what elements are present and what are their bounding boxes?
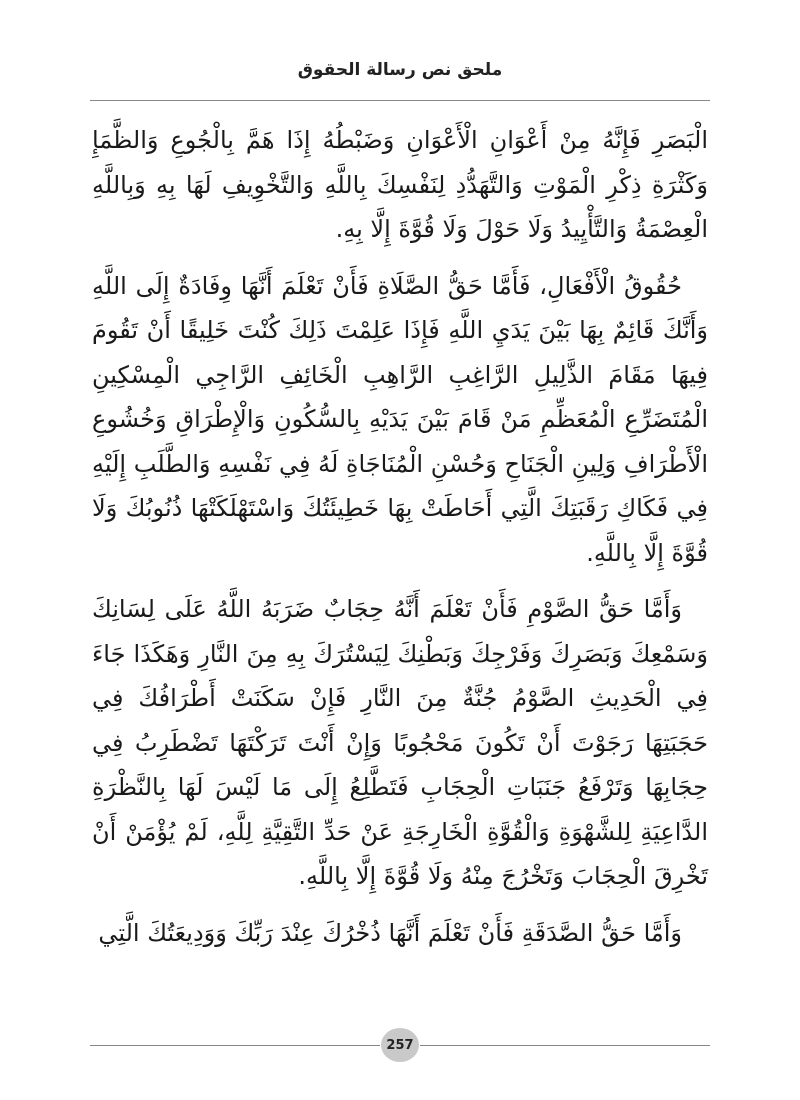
- page-body: [92, 118, 708, 967]
- paragraph-prayer-right: حُقُوقُ الْأَفْعَالِ، فَأَمَّا حَقُّ الصَّلَاةِ فَأَنْ تَعْلَمَ أَنَّهَا وِفَادَةٌ إِلَى اللَّهِ وَأَنَّكَ قَائِمٌ بِهَا بَيْنَ يَدَيِ اللَّهِ فَإِذَا عَلِمْتَ ذَلِكَ كُنْتَ خَلِيقًا أَنْ تَقُومَ فِيهَا مَقَامَ الذَّلِيلِ الرَّاغِبِ الرَّاهِبِ الْخَائِفِ الرَّاجِي الْمِسْكِينِ الْمُتَضَرِّعِ الْمُعَظِّمِ مَنْ قَامَ بَيْنَ يَدَيْهِ بِالسُّكُونِ وَالْإِطْرَاقِ وَخُشُوعِ الْأَطْرَافِ وَلِينِ الْجَنَاحِ وَحُسْنِ الْمُنَاجَاةِ لَهُ فِي نَفْسِهِ وَالطَّلَبِ إِلَيْهِ فِي فَكَاكِ رَقَبَتِكَ الَّتِي أَحَاطَتْ بِهَا خَطِيئَتُكَ وَاسْتَهْلَكَتْهَا ذُنُوبُكَ وَلَا قُوَّةَ إِلَّا بِاللَّهِ.: [92, 271, 708, 567]
- running-header-title: ملحق نص رسالة الحقوق: [297, 60, 503, 80]
- paragraph-fasting-right: وَأَمَّا حَقُّ الصَّوْمِ فَأَنْ تَعْلَمَ أَنَّهُ حِجَابٌ ضَرَبَهُ اللَّهُ عَلَى لِسَانِكَ وَسَمْعِكَ وَبَصَرِكَ وَفَرْجِكَ وَبَطْنِكَ لِيَسْتُرَكَ بِهِ مِنَ النَّارِ وَهَكَذَا جَاءَ فِي الْحَدِيثِ الصَّوْمُ جُنَّةٌ مِنَ النَّارِ فَإِنْ سَكَنَتْ أَطْرَافُكَ فِي حَجَبَتِهَا رَجَوْتَ أَنْ تَكُونَ مَحْجُوبًا وَإِنْ أَنْتَ تَرَكْتَهَا تَضْطَرِبُ فِي حِجَابِهَا وَتَرْفَعُ جَنَبَاتِ الْحِجَابِ فَتَطَّلِعُ إِلَى مَا لَيْسَ لَهَا بِالنَّظْرَةِ الدَّاعِيَةِ لِلشَّهْوَةِ وَالْقُوَّةِ الْخَارِجَةِ عَنْ حَدِّ التَّقِيَّةِ لِلَّهِ، لَمْ يُؤْمَنْ أَنْ تَخْرِقَ الْحِجَابَ وَتَخْرُجَ مِنْهُ وَلَا قُوَّةَ إِلَّا بِاللَّهِ.: [92, 595, 708, 890]
- header-divider: [90, 100, 710, 101]
- paragraph-continuation: الْبَصَرِ فَإِنَّهُ مِنْ أَعْوَانِ الْأَعْوَانِ وَضَبْطُهُ إِذَا هَمَّ بِالْجُوعِ وَالظَّمَإِ وَكَثْرَةِ ذِكْرِ الْمَوْتِ وَالتَّهَدُّدِ لِنَفْسِكَ بِاللَّهِ وَالتَّخْوِيفِ لَهَا بِهِ وَبِاللَّهِ الْعِصْمَةُ وَالتَّأْيِيدُ وَلَا حَوْلَ وَلَا قُوَّةَ إِلَّا بِهِ.: [92, 126, 708, 243]
- paragraph-charity-right: وَأَمَّا حَقُّ الصَّدَقَةِ فَأَنْ تَعْلَمَ أَنَّهَا ذُخْرُكَ عِنْدَ رَبِّكَ وَوَدِيعَتُكَ الَّتِي: [98, 918, 682, 947]
- footer-divider-left: [90, 1045, 380, 1046]
- footer-divider-right: [420, 1045, 710, 1046]
- page-number-badge: [381, 1028, 419, 1062]
- page-number: 257: [386, 1037, 414, 1053]
